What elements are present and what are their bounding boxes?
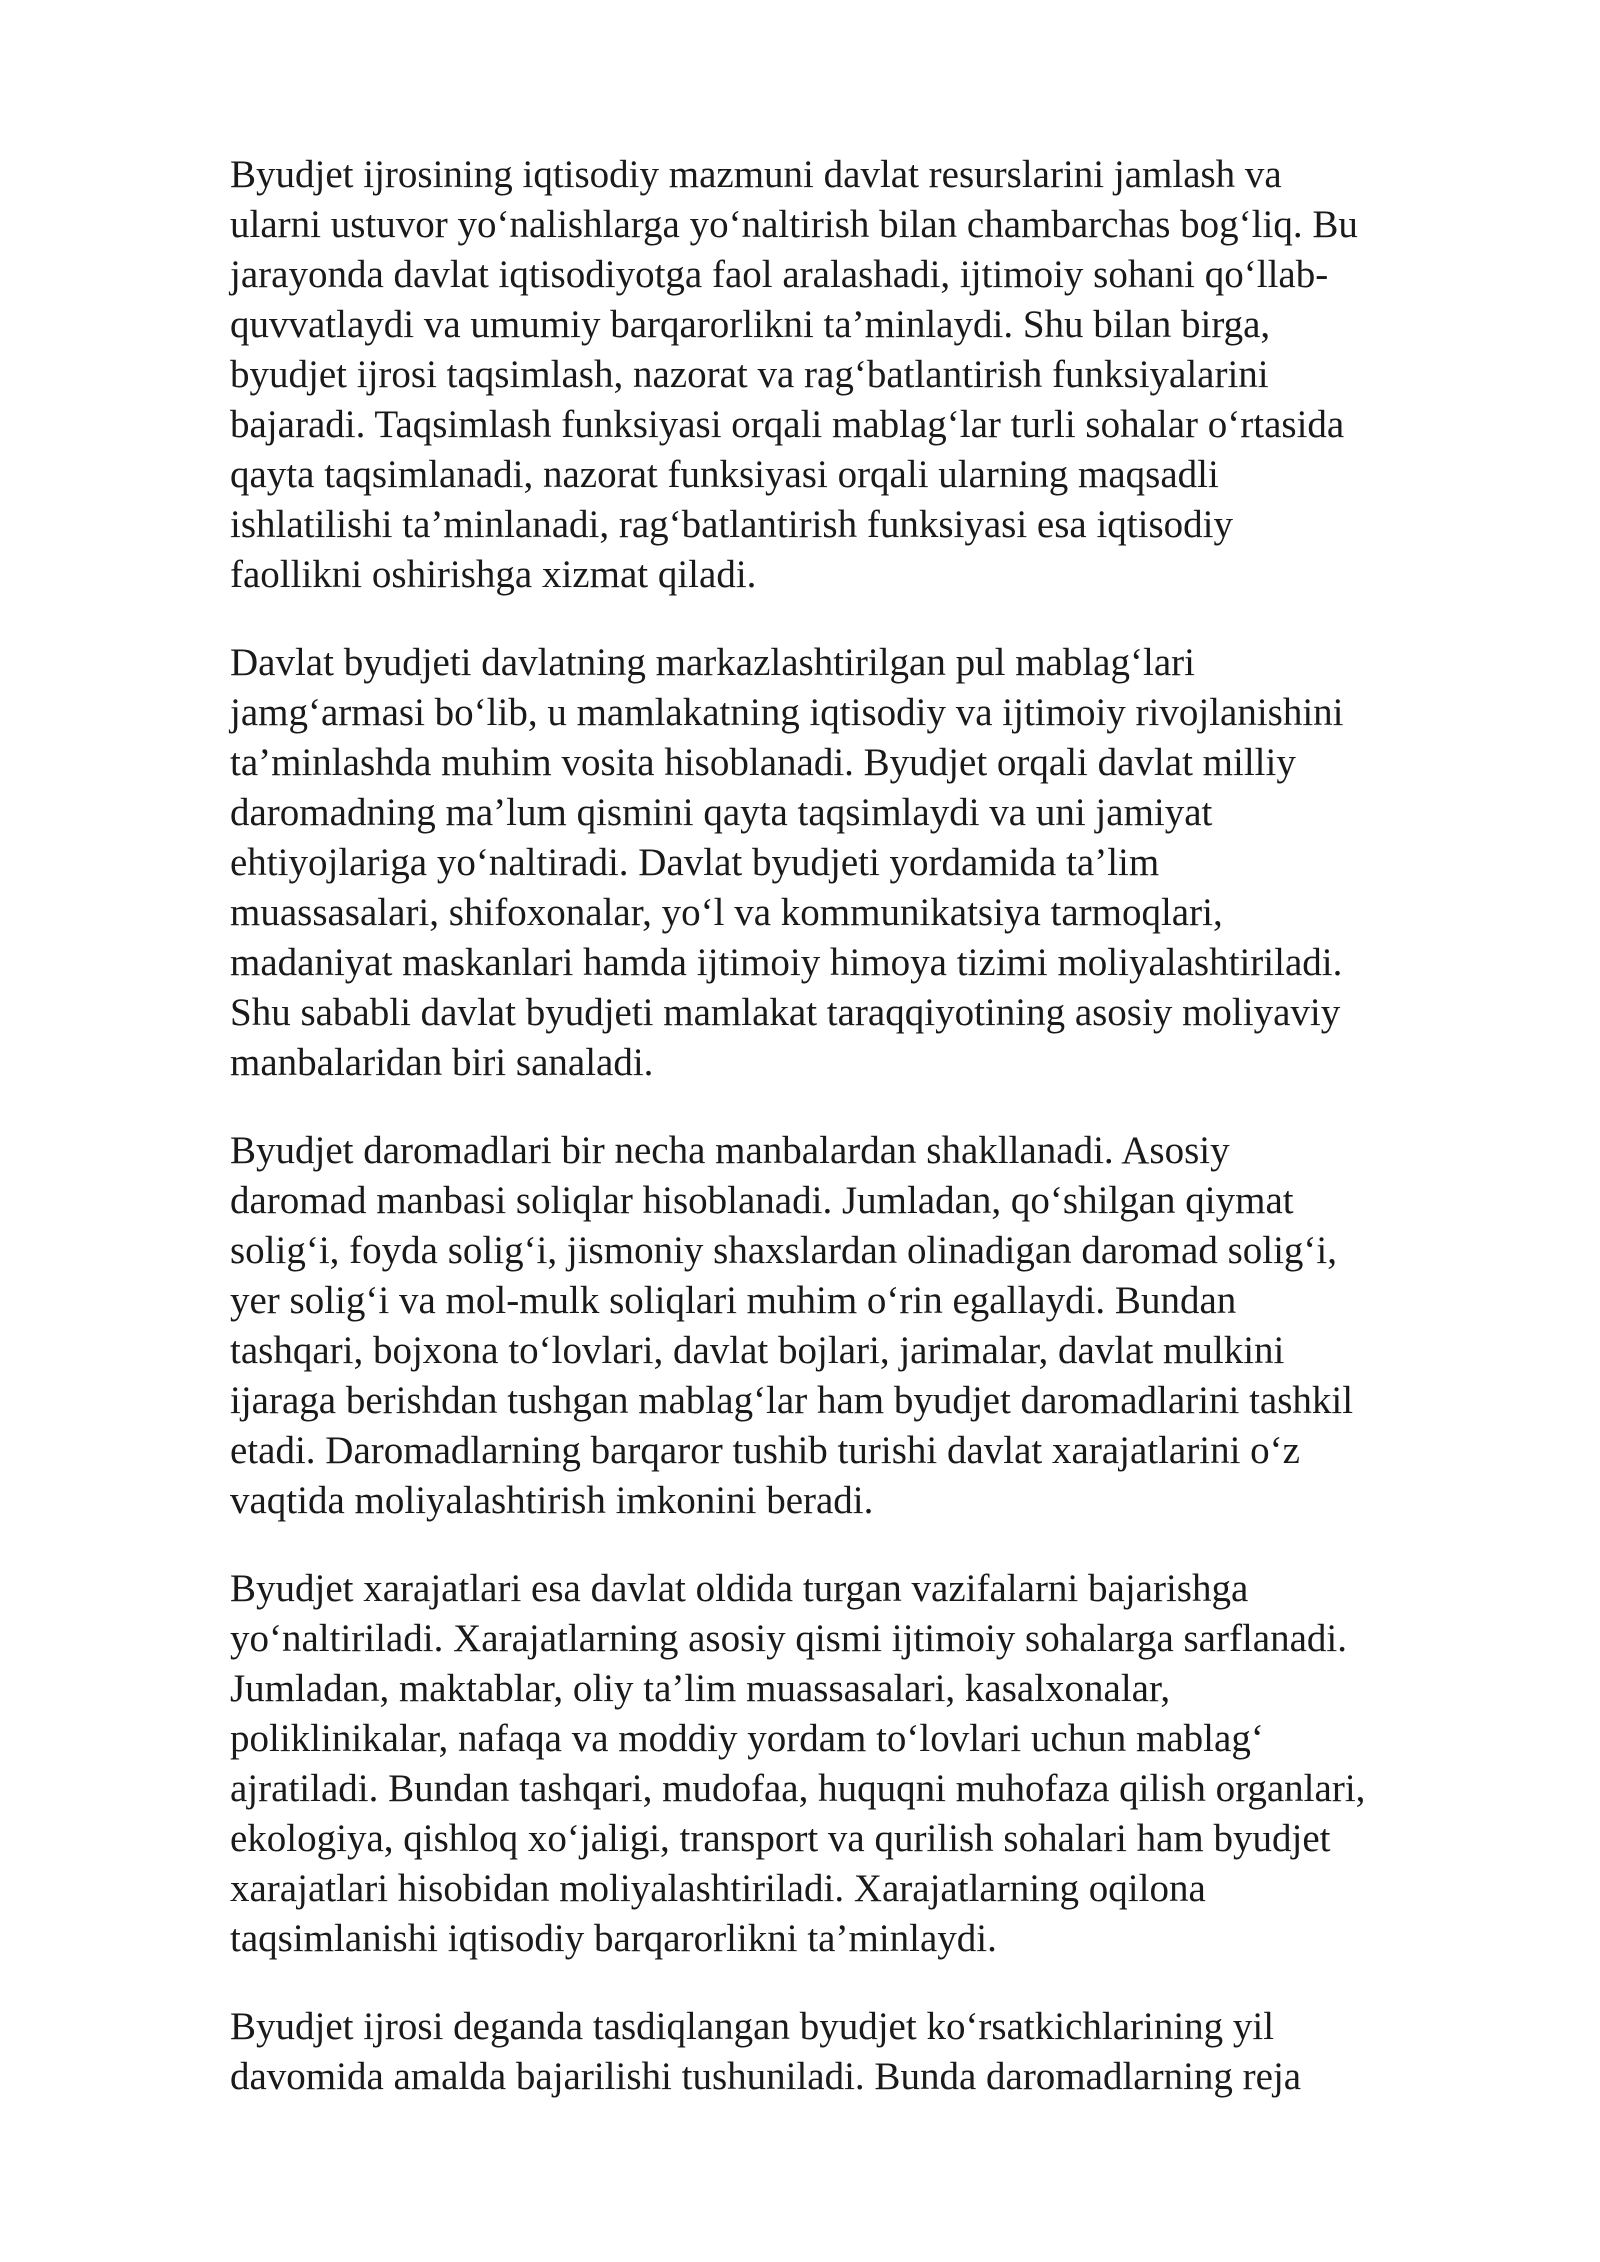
- text-line: jamg‘armasi bo‘lib, u mamlakatning iqtisodiy va ijtimoiy rivojlanishini: [230, 691, 1344, 734]
- text-line: poliklinikalar, nafaqa va moddiy yordam to‘lovlari uchun mablag‘: [230, 1717, 1264, 1760]
- text-line: Jumladan, maktablar, oliy ta’lim muassasalari, kasalxonalar,: [230, 1667, 1171, 1710]
- paragraph-3: [230, 1126, 1510, 1526]
- text-line: manbalaridan biri sanaladi.: [230, 1041, 654, 1084]
- text-line: muassasalari, shifoxonalar, yo‘l va kommunikatsiya tarmoqlari,: [230, 891, 1223, 934]
- text-line: ekologiya, qishloq xo‘jaligi, transport va qurilish sohalari ham byudjet: [230, 1817, 1331, 1860]
- text-line: ijaraga berishdan tushgan mablag‘lar ham byudjet daromadlarini tashkil: [230, 1379, 1354, 1422]
- text-line: faollikni oshirishga xizmat qiladi.: [230, 553, 757, 596]
- text-line: Byudjet xarajatlari esa davlat oldida turgan vazifalarni bajarishga: [230, 1567, 1249, 1610]
- paragraph-5: [230, 2002, 1510, 2102]
- text-line: Byudjet daromadlari bir necha manbalardan shakllanadi. Asosiy: [230, 1129, 1230, 1172]
- text-line: Byudjet ijrosining iqtisodiy mazmuni davlat resurslarini jamlash va: [230, 153, 1282, 196]
- text-line: ajratiladi. Bundan tashqari, mudofaa, huquqni muhofaza qilish organlari,: [230, 1767, 1366, 1810]
- text-line: yer solig‘i va mol-mulk soliqlari muhim o‘rin egallaydi. Bundan: [230, 1279, 1237, 1322]
- text-line: madaniyat maskanlari hamda ijtimoiy himoya tizimi moliyalashtiriladi.: [230, 941, 1343, 984]
- text-line: bajaradi. Taqsimlash funksiyasi orqali mablag‘lar turli sohalar o‘rtasida: [230, 403, 1345, 446]
- text-line: ishlatilishi ta’minlanadi, rag‘batlantirish funksiyasi esa iqtisodiy: [230, 503, 1233, 546]
- text-line: etadi. Daromadlarning barqaror tushib turishi davlat xarajatlarini o‘z: [230, 1429, 1300, 1472]
- text-line: Davlat byudjeti davlatning markazlashtirilgan pul mablag‘lari: [230, 641, 1195, 684]
- text-line: davomida amalda bajarilishi tushuniladi. Bunda daromadlarning reja: [230, 2055, 1302, 2098]
- paragraph-2: [230, 638, 1510, 1088]
- text-line: taqsimlanishi iqtisodiy barqarorlikni ta’minlaydi.: [230, 1917, 997, 1960]
- text-line: xarajatlari hisobidan moliyalashtiriladi. Xarajatlarning oqilona: [230, 1867, 1206, 1910]
- text-line: solig‘i, foyda solig‘i, jismoniy shaxslardan olinadigan daromad solig‘i,: [230, 1229, 1338, 1272]
- paragraph-1: [230, 150, 1510, 600]
- text-line: daromadning ma’lum qismini qayta taqsimlaydi va uni jamiyat: [230, 791, 1213, 834]
- text-line: Shu sababli davlat byudjeti mamlakat taraqqiyotining asosiy moliyaviy: [230, 991, 1341, 1034]
- text-line: quvvatlaydi va umumiy barqarorlikni ta’minlaydi. Shu bilan birga,: [230, 303, 1271, 346]
- text-line: daromad manbasi soliqlar hisoblanadi. Jumladan, qo‘shilgan qiymat: [230, 1179, 1294, 1222]
- text-line: yo‘naltiriladi. Xarajatlarning asosiy qismi ijtimoiy sohalarga sarflanadi.: [230, 1617, 1348, 1660]
- text-line: ta’minlashda muhim vosita hisoblanadi. Byudjet orqali davlat milliy: [230, 741, 1296, 784]
- text-line: Byudjet ijrosi deganda tasdiqlangan byudjet ko‘rsatkichlarining yil: [230, 2005, 1275, 2048]
- text-line: ehtiyojlariga yo‘naltiradi. Davlat byudjeti yordamida ta’lim: [230, 841, 1160, 884]
- text-line: qayta taqsimlanadi, nazorat funksiyasi orqali ularning maqsadli: [230, 453, 1219, 496]
- text-line: tashqari, bojxona to‘lovlari, davlat bojlari, jarimalar, davlat mulkini: [230, 1329, 1285, 1372]
- text-line: vaqtida moliyalashtirish imkonini beradi.: [230, 1479, 874, 1522]
- text-line: byudjet ijrosi taqsimlash, nazorat va rag‘batlantirish funksiyalarini: [230, 353, 1269, 396]
- text-line: jarayonda davlat iqtisodiyotga faol aralashadi, ijtimoiy sohani qo‘llab-: [230, 253, 1329, 296]
- document-body: [230, 150, 1510, 2140]
- text-line: ularni ustuvor yo‘nalishlarga yo‘naltirish bilan chambarchas bog‘liq. Bu: [230, 203, 1358, 246]
- paragraph-4: [230, 1564, 1510, 1964]
